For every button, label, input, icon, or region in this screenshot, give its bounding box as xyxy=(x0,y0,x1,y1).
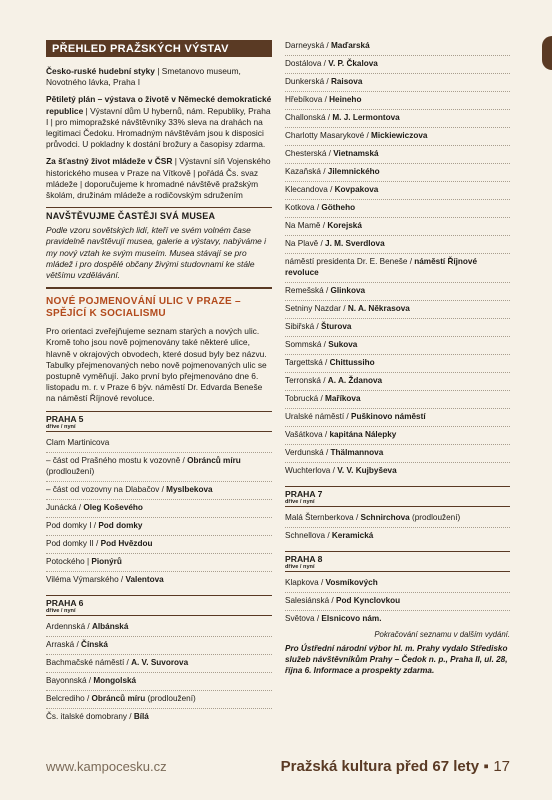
street-new: Glinkova xyxy=(330,286,366,295)
street-old: Sibiřská / xyxy=(285,322,321,331)
street-new: Thälmannova xyxy=(330,448,384,457)
street-new: Kovpakova xyxy=(334,185,379,194)
praha8-title: PRAHA 8 xyxy=(285,551,510,564)
praha7-title: PRAHA 7 xyxy=(285,486,510,499)
street-entry xyxy=(285,611,510,628)
street-new: Čínská xyxy=(81,639,108,649)
street-new: Elsnicovo nám. xyxy=(321,614,382,623)
street-new: Mickiewiczova xyxy=(371,131,428,140)
street-entry xyxy=(46,619,272,637)
street-old: Charlotty Masarykové / xyxy=(285,131,371,140)
street-old: Potockého | xyxy=(46,556,92,566)
street-old: Na Mamě / xyxy=(285,221,328,230)
street-new: Chittussiho xyxy=(329,358,375,367)
street-old: Challonská / xyxy=(285,113,333,122)
street-new: Schnirchova xyxy=(360,513,410,522)
page-number: 17 xyxy=(493,758,510,775)
exhibitions-heading: PŘEHLED PRAŽSKÝCH VÝSTAV xyxy=(46,40,272,57)
exhibition-title: Pětiletý plán – výstava o životě v Německé demokratické republice xyxy=(46,94,272,116)
street-new: Vietnamská xyxy=(333,149,379,158)
street-new: Heineho xyxy=(329,95,362,104)
praha7-list xyxy=(285,510,510,545)
streets-heading: NOVÉ POJMENOVÁNÍ ULIC V PRAZE – SPĚJÍCÍ K SOCIALISMU xyxy=(46,296,241,320)
street-old: Clam Martinicova xyxy=(46,437,110,447)
exhibition-item xyxy=(46,156,272,201)
street-new: Pionýrů xyxy=(91,556,122,566)
praha5-col-label: dříve / nyní xyxy=(46,424,272,432)
street-new: Albánská xyxy=(91,621,129,631)
page-corner-tab xyxy=(542,36,552,70)
street-old: Kotkova / xyxy=(285,203,322,212)
street-old: Darneyská / xyxy=(285,41,331,50)
street-entry xyxy=(285,391,510,409)
praha5-list xyxy=(46,435,272,589)
street-old: Vašátkova / xyxy=(285,430,330,439)
street-new: Keramická xyxy=(331,531,374,540)
street-entry xyxy=(46,709,272,726)
street-old: Tobrucká / xyxy=(285,394,326,403)
street-entry xyxy=(285,445,510,463)
street-entry xyxy=(285,319,510,337)
street-old: Bayonnská / xyxy=(46,675,94,685)
street-entry xyxy=(285,355,510,373)
exhibition-title: Za šťastný život mládeže v ČSR xyxy=(46,156,173,167)
street-entry xyxy=(46,536,272,554)
street-old: – část od vozovny na Dlabačov / xyxy=(46,484,167,494)
street-old: Pod domky II / xyxy=(46,538,101,548)
street-new: Korejská xyxy=(327,221,362,230)
street-old: Chesterská / xyxy=(285,149,334,158)
street-entry xyxy=(285,373,510,391)
street-entry xyxy=(46,673,272,691)
street-entry xyxy=(285,40,510,56)
footer-bullet-icon: ▪ xyxy=(483,758,489,775)
praha7-col-label: dříve / nyní xyxy=(285,499,510,507)
street-entry xyxy=(285,463,510,480)
praha8-col-label: dříve / nyní xyxy=(285,564,510,572)
street-entry xyxy=(285,254,510,283)
streets-rule xyxy=(46,287,272,289)
exhibition-details: | Výstavní síň Vojenského historického musea v Praze na Vítkově | pořádá Čs. svaz mládeže | doporučujeme k hromadné návštěvě pražským školám, družinám mládeže a rodičovským sdružením xyxy=(46,156,271,201)
museum-text: Podle vzoru sovětských lidí, kteří ve svém volném čase pravidelně navštěvují musea, galerie a výstavy, nabýváme i my nový vztah ke svým museím. Musea stávají se pro mládež i pro dospělé občany živými studovnami ke stále většímu vzdělávání. xyxy=(46,225,267,281)
praha6-col-label: dříve / nyní xyxy=(46,608,272,616)
right-column xyxy=(285,40,510,676)
street-new: Maříkova xyxy=(325,394,361,403)
street-entry xyxy=(46,637,272,655)
street-old: Klecandova / xyxy=(285,185,335,194)
street-new: Bílá xyxy=(133,711,149,721)
street-new: Oleg Koševého xyxy=(83,502,143,512)
praha5-title: PRAHA 5 xyxy=(46,411,272,424)
praha6-title: PRAHA 6 xyxy=(46,595,272,608)
street-new: kapitána Nálepky xyxy=(329,430,397,439)
street-new: Sukova xyxy=(328,340,358,349)
streets-intro: Pro orientaci zveřejňujeme seznam starých a nových ulic. Kromě toho jsou nově pojmenovány také některé ulice, hlavně v okrajových obvodech, které dosud byly bez názvu. Tabulky přejmenovaných nebo nově pojmenovaných ulic se postupně vyměňují. Jako první bylo přejmenováno dne 6. listopadu m. r. v Praze 6 býv. náměstí Dr. Edvarda Beneše na náměstí Říjnové revoluce. xyxy=(46,326,267,404)
street-entry xyxy=(285,164,510,182)
street-entry xyxy=(285,236,510,254)
praha8-list xyxy=(285,575,510,628)
street-old: Arraská / xyxy=(46,639,82,649)
street-old: Viléma Výmarského / xyxy=(46,574,126,584)
street-new: Mongolská xyxy=(93,675,137,685)
street-entry xyxy=(285,218,510,236)
street-old: Schnellova / xyxy=(285,531,332,540)
street-old: Remešská / xyxy=(285,286,331,295)
street-old: Bachmačské náměstí / xyxy=(46,657,132,667)
footer-title: Pražská kultura před 67 lety xyxy=(280,758,480,775)
street-entry xyxy=(285,146,510,164)
street-entry xyxy=(285,110,510,128)
publisher-note: Pro Ústřední národní výbor hl. m. Prahy vydalo Středisko služeb návštěvníkům Prahy – Čedok n. p., Praha II, ul. 28, října 6. Informace a prospekty zdarma. xyxy=(285,644,508,675)
street-old: Čs. italské domobrany / xyxy=(46,711,134,721)
exhibition-title: Česko-ruské hudební styky xyxy=(46,66,155,76)
street-new: M. J. Lermontova xyxy=(332,113,400,122)
street-entry xyxy=(46,518,272,536)
street-old: Wuchterlova / xyxy=(285,466,338,475)
street-old: Hřebíkova / xyxy=(285,95,330,104)
street-old: Dostálova / xyxy=(285,59,329,68)
footer-url-link[interactable]: www.kampocesku.cz xyxy=(46,759,167,774)
praha6-list-right xyxy=(285,40,510,480)
street-entry xyxy=(285,301,510,319)
street-new: Pod domky xyxy=(98,520,143,530)
street-new: A. V. Suvorova xyxy=(131,657,189,667)
street-old: Verdunská / xyxy=(285,448,331,457)
street-old: Dunkerská / xyxy=(285,77,331,86)
street-old: Junácká / xyxy=(46,502,84,512)
exhibition-item xyxy=(46,94,272,150)
street-old: Klapkova / xyxy=(285,578,326,587)
continued-note: Pokračování seznamu v dalším vydání. xyxy=(374,630,510,639)
street-entry xyxy=(285,182,510,200)
street-entry xyxy=(285,575,510,593)
street-old: Na Plavě / xyxy=(285,239,326,248)
street-entry xyxy=(46,572,272,589)
praha6-list-left xyxy=(46,619,272,726)
street-entry xyxy=(285,337,510,355)
street-old: Setniny Nazdar / xyxy=(285,304,348,313)
street-new: Obránců míru xyxy=(187,455,241,465)
street-new: Maďarská xyxy=(330,41,370,50)
left-column xyxy=(46,40,272,726)
street-entry xyxy=(46,435,272,453)
street-entry xyxy=(46,655,272,673)
street-suffix: (prodloužení) xyxy=(145,693,196,703)
street-old: Terronská / xyxy=(285,376,328,385)
exhibition-details: | Smetanovo museum, Novotného lávka, Praha I xyxy=(46,66,241,88)
street-entry xyxy=(285,427,510,445)
street-old: – část od Prašného mostu k vozovně / xyxy=(46,455,188,465)
street-entry xyxy=(285,283,510,301)
footer-right xyxy=(281,758,510,776)
street-entry xyxy=(46,482,272,500)
street-entry xyxy=(46,500,272,518)
street-new: Obránců míru xyxy=(91,693,146,703)
street-new: N. A. Někrasova xyxy=(347,304,410,313)
street-entry xyxy=(285,409,510,427)
street-new: Valentova xyxy=(125,574,164,584)
street-old: Malá Šternberkova / xyxy=(285,513,361,522)
street-new: Jilemnického xyxy=(327,167,380,176)
street-entry xyxy=(285,510,510,528)
street-entry xyxy=(285,56,510,74)
street-suffix: (prodloužení) xyxy=(409,513,461,522)
street-new: Myslbekova xyxy=(166,484,213,494)
street-entry xyxy=(46,691,272,709)
museum-heading: NAVŠTĚVUJME ČASTĚJI SVÁ MUSEA xyxy=(46,207,272,221)
street-entry xyxy=(285,593,510,611)
street-entry xyxy=(285,128,510,146)
street-new: náměstí Říjnové revoluce xyxy=(285,257,478,277)
street-new: A. A. Ždanova xyxy=(327,376,383,385)
street-old: Pod domky I / xyxy=(46,520,99,530)
street-old: Ardennská / xyxy=(46,621,92,631)
street-old: Sommská / xyxy=(285,340,329,349)
street-new: Pod Kynclovkou xyxy=(335,596,401,605)
street-old: Světova / xyxy=(285,614,322,623)
street-suffix: (prodloužení) xyxy=(46,466,95,476)
street-new: V. V. Kujbyševa xyxy=(337,466,397,475)
street-new: Šturova xyxy=(320,322,352,331)
street-entry xyxy=(285,74,510,92)
street-new: Pod Hvězdou xyxy=(100,538,153,548)
street-entry xyxy=(46,453,272,482)
page-footer xyxy=(46,758,510,776)
street-old: Belcrediho / xyxy=(46,693,92,703)
street-new: Raisova xyxy=(330,77,363,86)
street-new: Vosmíkových xyxy=(325,578,378,587)
street-old: Uralské náměstí / xyxy=(285,412,351,421)
street-entry xyxy=(285,92,510,110)
street-old: náměstí presidenta Dr. E. Beneše / xyxy=(285,257,415,266)
street-old: Targettská / xyxy=(285,358,330,367)
street-entry xyxy=(46,554,272,572)
street-old: Salesiánská / xyxy=(285,596,336,605)
street-old: Kazaňská / xyxy=(285,167,328,176)
street-entry xyxy=(285,200,510,218)
street-new: Götheho xyxy=(321,203,356,212)
street-entry xyxy=(285,528,510,545)
exhibition-item xyxy=(46,66,272,88)
exhibition-details: | Výstavní dům U hybernů, nám. Republiky, Praha I | pro mimopražské návštěvníky 33% sleva na drahách na legitimaci Čedoku. Hromadným návštěvám jsou k disposici průvodci. U pokladny k dostání brožury a časopisy zdarma. xyxy=(46,105,271,150)
street-new: J. M. Sverdlova xyxy=(325,239,385,248)
street-new: Puškinovo náměstí xyxy=(350,412,426,421)
street-new: V. P. Čkalova xyxy=(328,59,378,68)
